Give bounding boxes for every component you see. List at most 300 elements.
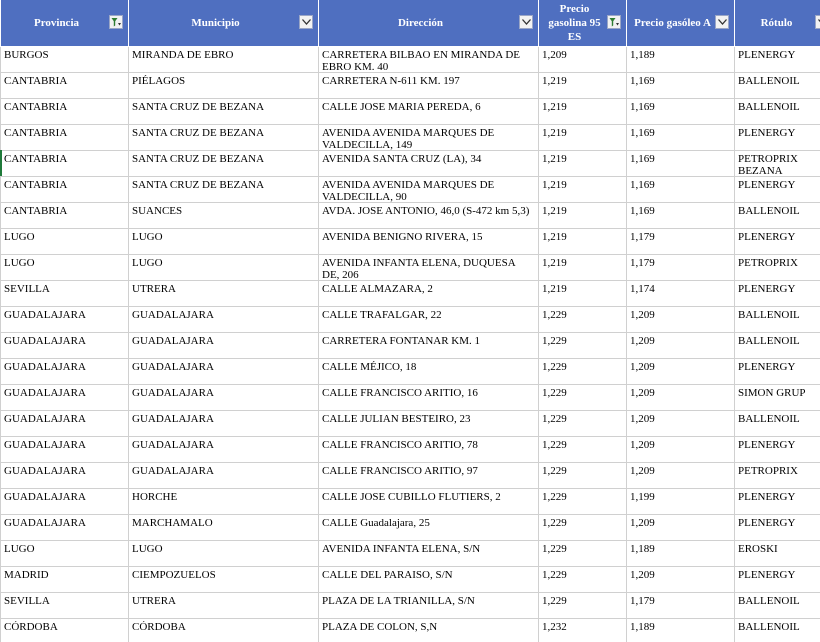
- provincia-cell[interactable]: [1, 125, 129, 151]
- cell-value: CARRETERA BILBAO EN MIRANDA DE EBRO KM. 40: [322, 49, 521, 72]
- header-precio-gasoleo: [627, 0, 735, 47]
- header-municipio: [129, 0, 319, 47]
- cell-value: 1,229: [542, 361, 567, 373]
- provincia-cell[interactable]: [1, 73, 129, 99]
- gasolina-price-cell[interactable]: [539, 489, 627, 515]
- direccion-cell[interactable]: [319, 203, 539, 229]
- gasoleo-price-cell[interactable]: [627, 333, 735, 359]
- cell-value: CALLE TRAFALGAR, 22: [322, 309, 442, 321]
- gasolina-price-cell[interactable]: [539, 47, 627, 73]
- municipio-cell[interactable]: [129, 541, 319, 567]
- direccion-cell[interactable]: [319, 463, 539, 489]
- cell-value: PIÉLAGOS: [132, 75, 186, 87]
- cell-value: CALLE MÉJICO, 18: [322, 361, 417, 373]
- direccion-cell[interactable]: [319, 47, 539, 73]
- table-row: [1, 489, 820, 515]
- rotulo-cell[interactable]: [735, 411, 820, 437]
- header-provincia: [1, 0, 129, 47]
- gasoleo-price-cell[interactable]: [627, 177, 735, 203]
- table-body: [1, 47, 820, 642]
- rotulo-cell[interactable]: [735, 593, 820, 619]
- direccion-cell[interactable]: [319, 255, 539, 281]
- cell-value: AVENIDA SANTA CRUZ (LA), 34: [322, 153, 482, 165]
- cell-value: PLAZA DE COLON, S,N: [322, 621, 438, 633]
- table-row: [1, 515, 820, 541]
- municipio-cell[interactable]: [129, 125, 319, 151]
- gasolina-price-cell[interactable]: [539, 567, 627, 593]
- rotulo-cell[interactable]: [735, 203, 820, 229]
- gasolina-price-cell[interactable]: [539, 255, 627, 281]
- provincia-cell[interactable]: [1, 255, 129, 281]
- cell-value: PLENERGY: [738, 179, 796, 191]
- gasoleo-price-cell[interactable]: [627, 489, 735, 515]
- cell-value: 1,169: [630, 127, 655, 139]
- gasoleo-price-cell[interactable]: [627, 619, 735, 642]
- cell-value: 1,229: [542, 465, 567, 477]
- cell-value: BALLENOIL: [738, 335, 800, 347]
- direccion-cell[interactable]: [319, 281, 539, 307]
- gasolina-price-cell[interactable]: [539, 333, 627, 359]
- cell-value: BALLENOIL: [738, 309, 800, 321]
- cell-value: MIRANDA DE EBRO: [132, 49, 234, 61]
- municipio-cell[interactable]: [129, 619, 319, 642]
- cell-value: CALLE JOSE MARIA PEREDA, 6: [322, 101, 481, 113]
- municipio-cell[interactable]: [129, 177, 319, 203]
- cell-value: LUGO: [132, 257, 163, 269]
- provincia-cell[interactable]: [1, 567, 129, 593]
- cell-value: AVENIDA INFANTA ELENA, DUQUESA DE, 206: [322, 257, 516, 280]
- gasoleo-price-cell[interactable]: [627, 541, 735, 567]
- cell-value: 1,219: [542, 179, 567, 191]
- rotulo-cell[interactable]: [735, 307, 820, 333]
- cell-value: 1,209: [630, 335, 655, 347]
- cell-value: GUADALAJARA: [4, 309, 86, 321]
- cell-value: BALLENOIL: [738, 595, 800, 607]
- chevron-down-icon[interactable]: [519, 15, 533, 29]
- table-row: [1, 567, 820, 593]
- direccion-cell[interactable]: [319, 489, 539, 515]
- cell-value: CALLE FRANCISCO ARITIO, 78: [322, 439, 478, 451]
- cell-value: CALLE JULIAN BESTEIRO, 23: [322, 413, 471, 425]
- direccion-cell[interactable]: [319, 73, 539, 99]
- cell-value: SANTA CRUZ DE BEZANA: [132, 101, 265, 113]
- table-row: [1, 47, 820, 73]
- cell-value: 1,169: [630, 75, 655, 87]
- direccion-cell[interactable]: [319, 593, 539, 619]
- cell-value: CANTABRIA: [4, 179, 68, 191]
- cell-value: 1,209: [630, 309, 655, 321]
- gasolina-price-cell[interactable]: [539, 151, 627, 177]
- rotulo-cell[interactable]: [735, 151, 820, 177]
- table-row: [1, 541, 820, 567]
- cell-value: 1,229: [542, 413, 567, 425]
- gasoleo-price-cell[interactable]: [627, 99, 735, 125]
- gasolina-price-cell[interactable]: [539, 619, 627, 642]
- rotulo-cell[interactable]: [735, 99, 820, 125]
- cell-value: LUGO: [4, 543, 35, 555]
- cell-value: GUADALAJARA: [132, 309, 214, 321]
- municipio-cell[interactable]: [129, 73, 319, 99]
- table-row: [1, 203, 820, 229]
- provincia-cell[interactable]: [1, 229, 129, 255]
- cell-value: GUADALAJARA: [4, 361, 86, 373]
- cell-value: BURGOS: [4, 49, 49, 61]
- chevron-down-icon[interactable]: [715, 15, 729, 29]
- municipio-cell[interactable]: [129, 515, 319, 541]
- gasoleo-price-cell[interactable]: [627, 255, 735, 281]
- table-row: [1, 151, 820, 177]
- gasoleo-price-cell[interactable]: [627, 151, 735, 177]
- cell-value: CARRETERA FONTANAR KM. 1: [322, 335, 481, 347]
- header-label: Precio gasolina 95 ES: [548, 3, 601, 43]
- cell-value: PLENERGY: [738, 49, 796, 61]
- gasolina-price-cell[interactable]: [539, 359, 627, 385]
- municipio-cell[interactable]: [129, 255, 319, 281]
- table-row: [1, 73, 820, 99]
- cell-value: PLENERGY: [738, 439, 796, 451]
- cell-value: CALLE FRANCISCO ARITIO, 97: [322, 465, 478, 477]
- direccion-cell[interactable]: [319, 515, 539, 541]
- direccion-cell[interactable]: [319, 567, 539, 593]
- direccion-cell[interactable]: [319, 385, 539, 411]
- rotulo-cell[interactable]: [735, 255, 820, 281]
- cell-value: 1,209: [542, 49, 567, 61]
- direccion-cell[interactable]: [319, 541, 539, 567]
- cell-value: AVENIDA AVENIDA MARQUES DE VALDECILLA, 90: [322, 179, 495, 202]
- provincia-cell[interactable]: [1, 359, 129, 385]
- cell-value: 1,179: [630, 257, 655, 269]
- cell-value: LUGO: [4, 257, 35, 269]
- cell-value: GUADALAJARA: [132, 413, 214, 425]
- gasolina-price-cell[interactable]: [539, 593, 627, 619]
- cell-value: 1,169: [630, 179, 655, 191]
- cell-value: 1,199: [630, 491, 655, 503]
- cell-value: EROSKI: [738, 543, 778, 555]
- rotulo-cell[interactable]: [735, 359, 820, 385]
- cell-value: CARRETERA N-611 KM. 197: [322, 75, 460, 87]
- cell-value: LUGO: [132, 231, 163, 243]
- cell-value: 1,209: [630, 439, 655, 451]
- header-row: [1, 0, 820, 47]
- municipio-cell[interactable]: [129, 489, 319, 515]
- direccion-cell[interactable]: [319, 151, 539, 177]
- municipio-cell[interactable]: [129, 203, 319, 229]
- chevron-down-icon[interactable]: [815, 15, 820, 29]
- municipio-cell[interactable]: [129, 281, 319, 307]
- cell-value: PLENERGY: [738, 361, 796, 373]
- gasoleo-price-cell[interactable]: [627, 437, 735, 463]
- cell-value: GUADALAJARA: [4, 387, 86, 399]
- cell-value: PLENERGY: [738, 491, 796, 503]
- cell-value: SUANCES: [132, 205, 183, 217]
- gasoleo-price-cell[interactable]: [627, 463, 735, 489]
- cell-value: PETROPRIX: [738, 257, 798, 269]
- table-row: [1, 177, 820, 203]
- gasoleo-price-cell[interactable]: [627, 593, 735, 619]
- cell-value: 1,219: [542, 205, 567, 217]
- cell-value: 1,209: [630, 361, 655, 373]
- table-row: [1, 255, 820, 281]
- gasolina-price-cell[interactable]: [539, 463, 627, 489]
- cell-value: BALLENOIL: [738, 101, 800, 113]
- cell-value: 1,229: [542, 517, 567, 529]
- direccion-cell[interactable]: [319, 619, 539, 642]
- cell-value: PETROPRIX: [738, 465, 798, 477]
- provincia-cell[interactable]: [1, 411, 129, 437]
- municipio-cell[interactable]: [129, 151, 319, 177]
- direccion-cell[interactable]: [319, 307, 539, 333]
- rotulo-cell[interactable]: [735, 463, 820, 489]
- header-precio-gasolina: [539, 0, 627, 47]
- municipio-cell[interactable]: [129, 359, 319, 385]
- cell-value: CANTABRIA: [4, 75, 68, 87]
- municipio-cell[interactable]: [129, 385, 319, 411]
- cell-value: BALLENOIL: [738, 75, 800, 87]
- rotulo-cell[interactable]: [735, 229, 820, 255]
- gasoleo-price-cell[interactable]: [627, 47, 735, 73]
- cell-value: PLENERGY: [738, 127, 796, 139]
- cell-value: 1,219: [542, 101, 567, 113]
- municipio-cell[interactable]: [129, 229, 319, 255]
- provincia-cell[interactable]: [1, 437, 129, 463]
- cell-value: CALLE JOSE CUBILLO FLUTIERS, 2: [322, 491, 501, 503]
- filter-active-icon[interactable]: [109, 15, 123, 29]
- cell-value: 1,229: [542, 309, 567, 321]
- direccion-cell[interactable]: [319, 229, 539, 255]
- provincia-cell[interactable]: [1, 281, 129, 307]
- provincia-cell[interactable]: [1, 203, 129, 229]
- provincia-cell[interactable]: [1, 385, 129, 411]
- gasolina-price-cell[interactable]: [539, 411, 627, 437]
- provincia-cell[interactable]: [1, 99, 129, 125]
- cell-value: 1,229: [542, 387, 567, 399]
- direccion-cell[interactable]: [319, 333, 539, 359]
- rotulo-cell[interactable]: [735, 385, 820, 411]
- cell-value: 1,189: [630, 543, 655, 555]
- provincia-cell[interactable]: [1, 463, 129, 489]
- municipio-cell[interactable]: [129, 333, 319, 359]
- municipio-cell[interactable]: [129, 307, 319, 333]
- cell-value: 1,232: [542, 621, 567, 633]
- cell-value: UTRERA: [132, 595, 176, 607]
- direccion-cell[interactable]: [319, 359, 539, 385]
- cell-value: HORCHE: [132, 491, 178, 503]
- cell-value: GUADALAJARA: [132, 465, 214, 477]
- municipio-cell[interactable]: [129, 593, 319, 619]
- header-label: Precio gasóleo A: [634, 17, 711, 29]
- cell-value: GUADALAJARA: [4, 465, 86, 477]
- rotulo-cell[interactable]: [735, 437, 820, 463]
- cell-value: AVENIDA INFANTA ELENA, S/N: [322, 543, 481, 555]
- cell-value: 1,209: [630, 387, 655, 399]
- cell-value: UTRERA: [132, 283, 176, 295]
- cell-value: PLENERGY: [738, 231, 796, 243]
- cell-value: GUADALAJARA: [4, 491, 86, 503]
- cell-value: 1,229: [542, 569, 567, 581]
- cell-value: 1,189: [630, 49, 655, 61]
- cell-value: PLAZA DE LA TRIANILLA, S/N: [322, 595, 475, 607]
- provincia-cell[interactable]: [1, 333, 129, 359]
- gasoleo-price-cell[interactable]: [627, 281, 735, 307]
- cell-value: 1,229: [542, 491, 567, 503]
- gasolina-price-cell[interactable]: [539, 385, 627, 411]
- table-row: [1, 281, 820, 307]
- cell-value: GUADALAJARA: [132, 361, 214, 373]
- header-label: Rótulo: [760, 17, 793, 29]
- rotulo-cell[interactable]: [735, 619, 820, 642]
- cell-value: AVENIDA AVENIDA MARQUES DE VALDECILLA, 149: [322, 127, 495, 150]
- rotulo-cell[interactable]: [735, 47, 820, 73]
- rotulo-cell[interactable]: [735, 515, 820, 541]
- municipio-cell[interactable]: [129, 567, 319, 593]
- cell-value: 1,169: [630, 205, 655, 217]
- chevron-down-icon[interactable]: [299, 15, 313, 29]
- municipio-cell[interactable]: [129, 47, 319, 73]
- cell-value: GUADALAJARA: [132, 387, 214, 399]
- rotulo-cell[interactable]: [735, 281, 820, 307]
- gasolina-price-cell[interactable]: [539, 177, 627, 203]
- row-selection-marker: [0, 150, 2, 176]
- cell-value: 1,229: [542, 543, 567, 555]
- cell-value: SEVILLA: [4, 595, 50, 607]
- rotulo-cell[interactable]: [735, 177, 820, 203]
- cell-value: 1,219: [542, 153, 567, 165]
- cell-value: 1,229: [542, 439, 567, 451]
- provincia-cell[interactable]: [1, 515, 129, 541]
- rotulo-cell[interactable]: [735, 541, 820, 567]
- rotulo-cell[interactable]: [735, 489, 820, 515]
- municipio-cell[interactable]: [129, 99, 319, 125]
- cell-value: GUADALAJARA: [132, 335, 214, 347]
- table-row: [1, 125, 820, 151]
- filter-active-icon[interactable]: [607, 15, 621, 29]
- cell-value: AVDA. JOSE ANTONIO, 46,0 (S-472 km 5,3): [322, 205, 530, 217]
- cell-value: AVENIDA BENIGNO RIVERA, 15: [322, 231, 483, 243]
- gasoleo-price-cell[interactable]: [627, 385, 735, 411]
- cell-value: MARCHAMALO: [132, 517, 213, 529]
- gasolina-price-cell[interactable]: [539, 125, 627, 151]
- table-row: [1, 593, 820, 619]
- municipio-cell[interactable]: [129, 437, 319, 463]
- cell-value: 1,219: [542, 257, 567, 269]
- cell-value: 1,219: [542, 75, 567, 87]
- cell-value: 1,209: [630, 413, 655, 425]
- header-label: Municipio: [191, 17, 240, 29]
- cell-value: 1,209: [630, 465, 655, 477]
- cell-value: BALLENOIL: [738, 413, 800, 425]
- gasoleo-price-cell[interactable]: [627, 73, 735, 99]
- gasoleo-price-cell[interactable]: [627, 411, 735, 437]
- provincia-cell[interactable]: [1, 177, 129, 203]
- table-row: [1, 411, 820, 437]
- cell-value: CANTABRIA: [4, 205, 68, 217]
- cell-value: CANTABRIA: [4, 101, 68, 113]
- cell-value: 1,229: [542, 595, 567, 607]
- gasoleo-price-cell[interactable]: [627, 567, 735, 593]
- header-rotulo: [735, 0, 820, 47]
- cell-value: CANTABRIA: [4, 127, 68, 139]
- provincia-cell[interactable]: [1, 151, 129, 177]
- direccion-cell[interactable]: [319, 437, 539, 463]
- gasolina-price-cell[interactable]: [539, 229, 627, 255]
- gasolina-price-cell[interactable]: [539, 99, 627, 125]
- direccion-cell[interactable]: [319, 177, 539, 203]
- municipio-cell[interactable]: [129, 411, 319, 437]
- cell-value: PETROPRIX BEZANA: [738, 153, 798, 176]
- cell-value: SANTA CRUZ DE BEZANA: [132, 153, 265, 165]
- cell-value: 1,229: [542, 335, 567, 347]
- cell-value: 1,219: [542, 231, 567, 243]
- cell-value: GUADALAJARA: [4, 439, 86, 451]
- cell-value: SEVILLA: [4, 283, 50, 295]
- direccion-cell[interactable]: [319, 125, 539, 151]
- gasolina-price-cell[interactable]: [539, 437, 627, 463]
- cell-value: PLENERGY: [738, 517, 796, 529]
- header-direccion: [319, 0, 539, 47]
- cell-value: CALLE Guadalajara, 25: [322, 517, 430, 529]
- cell-value: GUADALAJARA: [4, 335, 86, 347]
- provincia-cell[interactable]: [1, 619, 129, 642]
- gasoleo-price-cell[interactable]: [627, 307, 735, 333]
- provincia-cell[interactable]: [1, 47, 129, 73]
- gasoleo-price-cell[interactable]: [627, 125, 735, 151]
- cell-value: LUGO: [4, 231, 35, 243]
- header-label: Provincia: [33, 17, 79, 29]
- gasolina-price-cell[interactable]: [539, 307, 627, 333]
- provincia-cell[interactable]: [1, 489, 129, 515]
- gasolina-price-cell[interactable]: [539, 541, 627, 567]
- rotulo-cell[interactable]: [735, 333, 820, 359]
- gasoleo-price-cell[interactable]: [627, 203, 735, 229]
- cell-value: 1,169: [630, 101, 655, 113]
- provincia-cell[interactable]: [1, 593, 129, 619]
- cell-value: PLENERGY: [738, 569, 796, 581]
- cell-value: PLENERGY: [738, 283, 796, 295]
- gasolina-price-cell[interactable]: [539, 203, 627, 229]
- direccion-cell[interactable]: [319, 99, 539, 125]
- cell-value: 1,179: [630, 595, 655, 607]
- gasoleo-price-cell[interactable]: [627, 229, 735, 255]
- cell-value: 1,219: [542, 127, 567, 139]
- rotulo-cell[interactable]: [735, 567, 820, 593]
- cell-value: CIEMPOZUELOS: [132, 569, 216, 581]
- cell-value: CÓRDOBA: [132, 621, 186, 633]
- cell-value: CALLE FRANCISCO ARITIO, 16: [322, 387, 478, 399]
- table-row: [1, 385, 820, 411]
- provincia-cell[interactable]: [1, 541, 129, 567]
- gasolina-price-cell[interactable]: [539, 73, 627, 99]
- direccion-cell[interactable]: [319, 411, 539, 437]
- rotulo-cell[interactable]: [735, 125, 820, 151]
- table-row: [1, 437, 820, 463]
- cell-value: BALLENOIL: [738, 205, 800, 217]
- municipio-cell[interactable]: [129, 463, 319, 489]
- gasolina-price-cell[interactable]: [539, 281, 627, 307]
- gasoleo-price-cell[interactable]: [627, 515, 735, 541]
- cell-value: SANTA CRUZ DE BEZANA: [132, 127, 265, 139]
- cell-value: 1,174: [630, 283, 655, 295]
- provincia-cell[interactable]: [1, 307, 129, 333]
- cell-value: LUGO: [132, 543, 163, 555]
- cell-value: 1,179: [630, 231, 655, 243]
- cell-value: 1,209: [630, 517, 655, 529]
- gasolina-price-cell[interactable]: [539, 515, 627, 541]
- cell-value: SANTA CRUZ DE BEZANA: [132, 179, 265, 191]
- rotulo-cell[interactable]: [735, 73, 820, 99]
- gasoleo-price-cell[interactable]: [627, 359, 735, 385]
- cell-value: 1,219: [542, 283, 567, 295]
- header-label: Dirección: [397, 17, 443, 29]
